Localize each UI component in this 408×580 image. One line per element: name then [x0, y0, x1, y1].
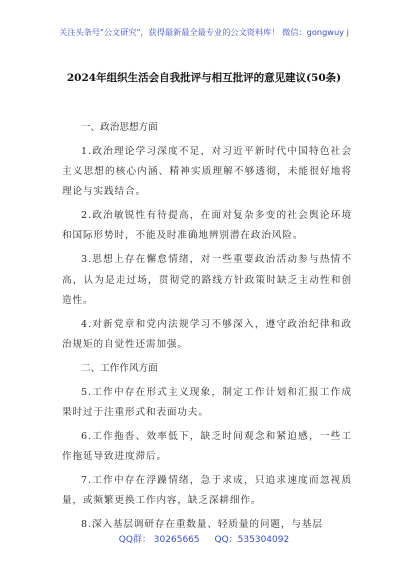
paragraph-item-8: 8.深入基层调研存在重数量、轻质量的问题，与基层	[81, 518, 323, 530]
paragraph-item-2: 2.政治敏锐性有待提高，在面对复杂多变的社会舆论环境和国际形势时，不能及时准确地辨别潜在政治风险。	[62, 210, 352, 242]
footer-contact	[0, 532, 408, 545]
paragraph-item-4: 4.对新党章和党内法规学习不够深入，遵守政治纪律和政治规矩的自觉性还需加强。	[62, 318, 352, 350]
document-title: 2024年组织生活会自我批评与相互批评的意见建议(50条)	[66, 72, 342, 84]
paragraph-item-6: 6.工作拖沓、效率低下，缺乏时间观念和紧迫感，一些工作拖延导致进度滞后。	[62, 430, 352, 462]
document-body	[62, 118, 352, 539]
footer-qq-group: QQ群： 30265665	[118, 535, 200, 545]
section-heading-work-style: 二、工作作风方面	[81, 362, 158, 374]
section-heading-political: 一、政治思想方面	[81, 122, 158, 133]
paragraph-item-1: 1.政治理论学习深度不足，对习近平新时代中国特色社会主义思想的核心内涵、精神实质理解不够透彻，未能很好地将理论与实践结合。	[62, 145, 352, 198]
paragraph-item-5: 5.工作中存在形式主义现象，制定工作计划和汇报工作成果时过于注重形式和表面功夫。	[62, 386, 352, 418]
paragraph-item-3: 3.思想上存在懈怠情绪，对一些重要政治活动参与热情不高，认为是走过场，贯彻党的路线方针政策时缺乏主动性和创造性。	[62, 254, 352, 306]
paragraph-item-7: 7.工作中存在浮躁情绪，急于求成，只追求速度而忽视质量，或频繁更换工作内容，缺乏深耕细作。	[62, 474, 352, 507]
header-note: 关注头条号"公文研究"，获得最新最全最专业的公文资料库！ 微信：gongwuy j	[59, 27, 349, 37]
footer-qq-number: QQ：535304092	[214, 535, 290, 545]
